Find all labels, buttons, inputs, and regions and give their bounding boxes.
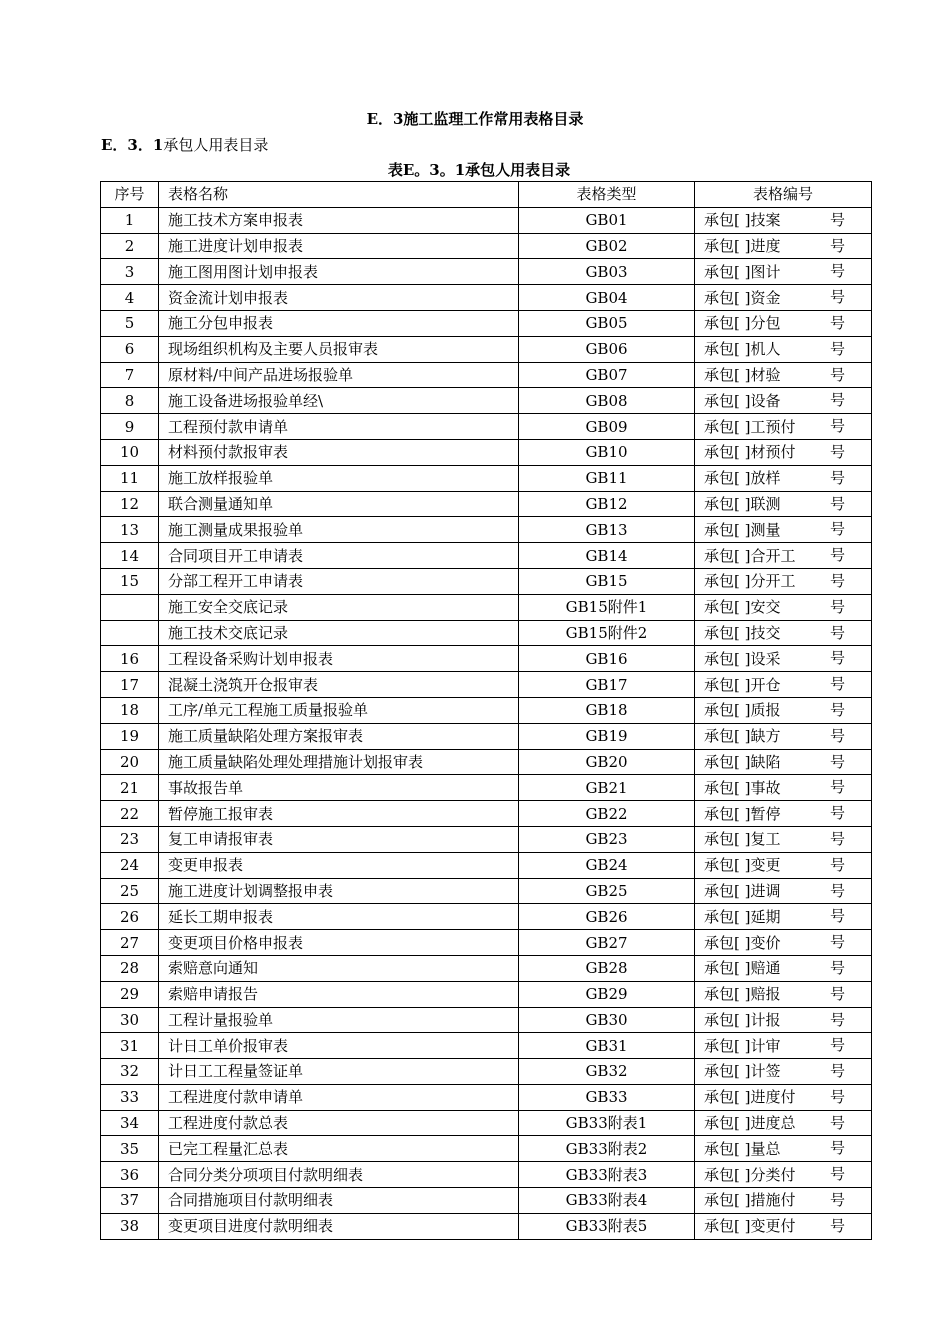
row-number: 3	[101, 259, 159, 285]
form-name: 工程计量报验单	[159, 1007, 519, 1033]
table-row	[101, 904, 872, 930]
form-code-suffix: 号	[829, 468, 845, 487]
table-row	[101, 439, 872, 465]
form-type: GB15附件2	[519, 620, 695, 646]
form-name: 索赔意向通知	[159, 955, 519, 981]
form-type: GB20	[519, 749, 695, 775]
form-code	[695, 594, 872, 620]
form-code	[695, 233, 872, 259]
form-code-prefix: 承包[ ]量总	[704, 1139, 781, 1158]
form-name: 材料预付款报审表	[159, 439, 519, 465]
form-code	[695, 1059, 872, 1085]
form-code-suffix: 号	[829, 752, 845, 771]
form-name: 施工技术交底记录	[159, 620, 519, 646]
form-code-suffix: 号	[829, 571, 845, 590]
form-name: 原材料/中间产品进场报验单	[159, 362, 519, 388]
form-type: GB03	[519, 259, 695, 285]
form-code	[695, 388, 872, 414]
form-code-suffix: 号	[829, 907, 845, 926]
form-code-suffix: 号	[829, 210, 845, 229]
row-number: 34	[101, 1110, 159, 1136]
row-number: 20	[101, 749, 159, 775]
form-name: 复工申请报审表	[159, 826, 519, 852]
form-code-suffix: 号	[829, 391, 845, 410]
table-row	[101, 568, 872, 594]
form-name: 合同项目开工申请表	[159, 543, 519, 569]
form-name: 施工设备进场报验单经\	[159, 388, 519, 414]
form-name: 施工分包申报表	[159, 310, 519, 336]
form-code	[695, 904, 872, 930]
row-number: 9	[101, 414, 159, 440]
row-number: 21	[101, 775, 159, 801]
column-header-name: 表格名称	[159, 182, 519, 208]
form-code-prefix: 承包[ ]计报	[704, 1010, 781, 1029]
form-code-prefix: 承包[ ]延期	[704, 907, 781, 926]
form-code-prefix: 承包[ ]进度付	[704, 1088, 796, 1107]
table-row	[101, 388, 872, 414]
table-row	[101, 801, 872, 827]
form-type: GB17	[519, 672, 695, 698]
row-number: 8	[101, 388, 159, 414]
row-number: 5	[101, 310, 159, 336]
section-heading	[101, 134, 268, 155]
form-code	[695, 723, 872, 749]
row-number: 33	[101, 1084, 159, 1110]
table-row	[101, 491, 872, 517]
table-row	[101, 465, 872, 491]
form-type: GB29	[519, 981, 695, 1007]
form-code-prefix: 承包[ ]工预付	[704, 417, 796, 436]
form-code-suffix: 号	[829, 262, 845, 281]
form-code-suffix: 号	[829, 1216, 845, 1235]
form-type: GB23	[519, 826, 695, 852]
form-code	[695, 826, 872, 852]
form-code-prefix: 承包[ ]图计	[704, 262, 781, 281]
row-number: 36	[101, 1162, 159, 1188]
form-code-prefix: 承包[ ]计审	[704, 1036, 781, 1055]
table-row	[101, 1136, 872, 1162]
form-name: 施工技术方案申报表	[159, 207, 519, 233]
form-code-prefix: 承包[ ]变更付	[704, 1217, 796, 1236]
form-code-prefix: 承包[ ]设备	[704, 391, 781, 410]
table-row	[101, 414, 872, 440]
form-type: GB07	[519, 362, 695, 388]
form-code-suffix: 号	[829, 597, 845, 616]
form-code-suffix: 号	[829, 546, 845, 565]
form-type: GB13	[519, 517, 695, 543]
table-row	[101, 285, 872, 311]
form-type: GB24	[519, 852, 695, 878]
form-code	[695, 852, 872, 878]
form-code-suffix: 号	[829, 288, 845, 307]
form-code-suffix: 号	[829, 675, 845, 694]
form-type: GB32	[519, 1059, 695, 1085]
form-type: GB01	[519, 207, 695, 233]
form-name: 合同分类分项项目付款明细表	[159, 1162, 519, 1188]
form-code-prefix: 承包[ ]机人	[704, 340, 781, 359]
form-code-prefix: 承包[ ]进调	[704, 881, 781, 900]
table-row	[101, 955, 872, 981]
form-code-prefix: 承包[ ]赔通	[704, 959, 781, 978]
form-code-suffix: 号	[829, 236, 845, 255]
form-code	[695, 620, 872, 646]
form-code-suffix: 号	[829, 1165, 845, 1184]
form-code-suffix: 号	[829, 442, 845, 461]
form-code	[695, 439, 872, 465]
form-type: GB33	[519, 1084, 695, 1110]
row-number: 32	[101, 1059, 159, 1085]
table-row	[101, 517, 872, 543]
form-type: GB14	[519, 543, 695, 569]
table-row	[101, 852, 872, 878]
row-number: 35	[101, 1136, 159, 1162]
row-number: 13	[101, 517, 159, 543]
row-number: 16	[101, 646, 159, 672]
form-code-prefix: 承包[ ]变更	[704, 856, 781, 875]
form-name: 施工质量缺陷处理处理措施计划报审表	[159, 749, 519, 775]
form-code	[695, 310, 872, 336]
table-row	[101, 259, 872, 285]
form-type: GB10	[519, 439, 695, 465]
form-code-suffix: 号	[829, 494, 845, 513]
form-type: GB33附表5	[519, 1213, 695, 1239]
row-number	[101, 594, 159, 620]
form-code-prefix: 承包[ ]联测	[704, 494, 781, 513]
form-name: 施工进度计划申报表	[159, 233, 519, 259]
row-number: 26	[101, 904, 159, 930]
section-title: 承包人用表目录	[163, 136, 269, 154]
column-header-code: 表格编号	[695, 182, 872, 208]
table-row	[101, 336, 872, 362]
form-type: GB21	[519, 775, 695, 801]
form-name: 索赔申请报告	[159, 981, 519, 1007]
table-row	[101, 310, 872, 336]
form-type: GB26	[519, 904, 695, 930]
table-row	[101, 1213, 872, 1239]
form-type: GB33附表3	[519, 1162, 695, 1188]
form-code	[695, 1007, 872, 1033]
form-code	[695, 285, 872, 311]
form-code-suffix: 号	[829, 1191, 845, 1210]
form-code-suffix: 号	[829, 804, 845, 823]
row-number: 37	[101, 1188, 159, 1214]
table-row	[101, 826, 872, 852]
table-row	[101, 620, 872, 646]
row-number: 14	[101, 543, 159, 569]
row-number: 19	[101, 723, 159, 749]
table-row	[101, 775, 872, 801]
form-name: 分部工程开工申请表	[159, 568, 519, 594]
form-code	[695, 568, 872, 594]
row-number: 30	[101, 1007, 159, 1033]
form-type: GB11	[519, 465, 695, 491]
form-code-prefix: 承包[ ]放样	[704, 469, 781, 488]
form-code	[695, 981, 872, 1007]
form-type: GB15附件1	[519, 594, 695, 620]
section-number: E．3．1	[101, 136, 164, 154]
form-code-suffix: 号	[829, 417, 845, 436]
form-code	[695, 1162, 872, 1188]
form-code-suffix: 号	[829, 933, 845, 952]
form-code-suffix: 号	[829, 623, 845, 642]
form-type: GB06	[519, 336, 695, 362]
form-type: GB09	[519, 414, 695, 440]
form-code-suffix: 号	[829, 313, 845, 332]
table-row	[101, 543, 872, 569]
row-number: 24	[101, 852, 159, 878]
form-name: 工程进度付款申请单	[159, 1084, 519, 1110]
form-code-prefix: 承包[ ]开仓	[704, 675, 781, 694]
table-row	[101, 362, 872, 388]
form-code-prefix: 承包[ ]复工	[704, 830, 781, 849]
form-code-prefix: 承包[ ]设采	[704, 649, 781, 668]
form-code	[695, 259, 872, 285]
row-number: 1	[101, 207, 159, 233]
form-code	[695, 1110, 872, 1136]
form-code	[695, 930, 872, 956]
form-code-prefix: 承包[ ]质报	[704, 701, 781, 720]
form-code-prefix: 承包[ ]分开工	[704, 572, 796, 591]
form-name: 工程进度付款总表	[159, 1110, 519, 1136]
form-code-prefix: 承包[ ]计签	[704, 1062, 781, 1081]
table-row	[101, 646, 872, 672]
form-type: GB19	[519, 723, 695, 749]
form-code	[695, 517, 872, 543]
form-name: 工程设备采购计划申报表	[159, 646, 519, 672]
form-code-suffix: 号	[829, 984, 845, 1003]
form-code-prefix: 承包[ ]分包	[704, 314, 781, 333]
row-number: 28	[101, 955, 159, 981]
form-code	[695, 801, 872, 827]
table-row	[101, 1110, 872, 1136]
form-code	[695, 1213, 872, 1239]
table-row	[101, 1162, 872, 1188]
form-code-prefix: 承包[ ]安交	[704, 598, 781, 617]
form-code	[695, 749, 872, 775]
form-code-prefix: 承包[ ]合开工	[704, 546, 796, 565]
form-code-suffix: 号	[829, 1139, 845, 1158]
row-number: 17	[101, 672, 159, 698]
table-caption: 表E。3。1承包人用表目录	[387, 161, 571, 179]
form-name: 变更项目进度付款明细表	[159, 1213, 519, 1239]
form-name: 混凝土浇筑开仓报审表	[159, 672, 519, 698]
form-code-suffix: 号	[829, 855, 845, 874]
table-row	[101, 672, 872, 698]
table-row	[101, 233, 872, 259]
form-code-suffix: 号	[829, 339, 845, 358]
form-code-prefix: 承包[ ]变价	[704, 933, 781, 952]
form-code-prefix: 承包[ ]分类付	[704, 1165, 796, 1184]
row-number: 31	[101, 1033, 159, 1059]
form-type: GB02	[519, 233, 695, 259]
form-code-suffix: 号	[829, 829, 845, 848]
row-number: 7	[101, 362, 159, 388]
form-code-prefix: 承包[ ]暂停	[704, 804, 781, 823]
form-type: GB33附表4	[519, 1188, 695, 1214]
form-code	[695, 878, 872, 904]
form-type: GB33附表1	[519, 1110, 695, 1136]
form-type: GB08	[519, 388, 695, 414]
row-number	[101, 620, 159, 646]
form-code-prefix: 承包[ ]进度	[704, 236, 781, 255]
table-row	[101, 981, 872, 1007]
form-name: 施工放样报验单	[159, 465, 519, 491]
form-code-suffix: 号	[829, 881, 845, 900]
form-code	[695, 465, 872, 491]
form-code-prefix: 承包[ ]赔报	[704, 985, 781, 1004]
form-name: 合同措施项目付款明细表	[159, 1188, 519, 1214]
row-number: 27	[101, 930, 159, 956]
form-code-suffix: 号	[829, 726, 845, 745]
form-type: GB12	[519, 491, 695, 517]
form-type: GB04	[519, 285, 695, 311]
form-code	[695, 491, 872, 517]
form-type: GB27	[519, 930, 695, 956]
form-name: 延长工期申报表	[159, 904, 519, 930]
column-header-no: 序号	[101, 182, 159, 208]
row-number: 4	[101, 285, 159, 311]
form-name: 施工测量成果报验单	[159, 517, 519, 543]
table-row	[101, 1084, 872, 1110]
form-code-prefix: 承包[ ]事故	[704, 778, 781, 797]
form-name: 联合测量通知单	[159, 491, 519, 517]
form-code-suffix: 号	[829, 1036, 845, 1055]
form-code-suffix: 号	[829, 778, 845, 797]
form-name: 施工图用图计划申报表	[159, 259, 519, 285]
form-code-suffix: 号	[829, 1062, 845, 1081]
form-name: 暂停施工报审表	[159, 801, 519, 827]
form-name: 工程预付款申请单	[159, 414, 519, 440]
table-row	[101, 723, 872, 749]
form-type: GB15	[519, 568, 695, 594]
form-code	[695, 672, 872, 698]
form-code-prefix: 承包[ ]材验	[704, 365, 781, 384]
form-code	[695, 362, 872, 388]
form-code	[695, 414, 872, 440]
row-number: 38	[101, 1213, 159, 1239]
form-code-suffix: 号	[829, 1113, 845, 1132]
form-name: 施工质量缺陷处理方案报审表	[159, 723, 519, 749]
form-code	[695, 697, 872, 723]
form-name: 变更申报表	[159, 852, 519, 878]
form-code-suffix: 号	[829, 1087, 845, 1106]
form-code	[695, 543, 872, 569]
form-code	[695, 1188, 872, 1214]
form-type: GB28	[519, 955, 695, 981]
form-code-suffix: 号	[829, 1010, 845, 1029]
form-code-prefix: 承包[ ]缺陷	[704, 752, 781, 771]
form-code	[695, 1033, 872, 1059]
form-name: 施工进度计划调整报申表	[159, 878, 519, 904]
form-type: GB22	[519, 801, 695, 827]
form-code	[695, 775, 872, 801]
form-name: 工序/单元工程施工质量报验单	[159, 697, 519, 723]
table-row	[101, 1033, 872, 1059]
form-type: GB31	[519, 1033, 695, 1059]
table-header-row	[101, 182, 872, 208]
form-name: 计日工工程量签证单	[159, 1059, 519, 1085]
row-number: 22	[101, 801, 159, 827]
form-type: GB30	[519, 1007, 695, 1033]
form-code-suffix: 号	[829, 958, 845, 977]
row-number: 18	[101, 697, 159, 723]
row-number: 12	[101, 491, 159, 517]
column-header-type: 表格类型	[519, 182, 695, 208]
form-name: 资金流计划申报表	[159, 285, 519, 311]
form-code-suffix: 号	[829, 649, 845, 668]
form-name: 计日工单价报审表	[159, 1033, 519, 1059]
form-name: 变更项目价格申报表	[159, 930, 519, 956]
form-code	[695, 1084, 872, 1110]
form-code-prefix: 承包[ ]技案	[704, 211, 781, 230]
row-number: 11	[101, 465, 159, 491]
form-name: 施工安全交底记录	[159, 594, 519, 620]
form-type: GB33附表2	[519, 1136, 695, 1162]
form-type: GB18	[519, 697, 695, 723]
form-catalog-table	[100, 181, 872, 1240]
table-row	[101, 930, 872, 956]
row-number: 6	[101, 336, 159, 362]
table-row	[101, 594, 872, 620]
form-code	[695, 1136, 872, 1162]
row-number: 29	[101, 981, 159, 1007]
row-number: 25	[101, 878, 159, 904]
form-code-prefix: 承包[ ]材预付	[704, 443, 796, 462]
form-code	[695, 336, 872, 362]
table-row	[101, 749, 872, 775]
form-name: 现场组织机构及主要人员报审表	[159, 336, 519, 362]
form-code-suffix: 号	[829, 520, 845, 539]
form-type: GB16	[519, 646, 695, 672]
form-name: 事故报告单	[159, 775, 519, 801]
row-number: 23	[101, 826, 159, 852]
form-code-suffix: 号	[829, 700, 845, 719]
form-code-prefix: 承包[ ]缺方	[704, 727, 781, 746]
table-row	[101, 1059, 872, 1085]
form-type: GB25	[519, 878, 695, 904]
row-number: 2	[101, 233, 159, 259]
form-type: GB05	[519, 310, 695, 336]
table-row	[101, 207, 872, 233]
row-number: 15	[101, 568, 159, 594]
form-code	[695, 955, 872, 981]
form-code-suffix: 号	[829, 365, 845, 384]
page-title: E．3施工监理工作常用表格目录	[366, 110, 584, 128]
table-row	[101, 1007, 872, 1033]
form-code-prefix: 承包[ ]资金	[704, 288, 781, 307]
form-name: 已完工程量汇总表	[159, 1136, 519, 1162]
row-number: 10	[101, 439, 159, 465]
form-code-prefix: 承包[ ]技交	[704, 623, 781, 642]
form-code	[695, 646, 872, 672]
table-row	[101, 878, 872, 904]
table-row	[101, 697, 872, 723]
form-code	[695, 207, 872, 233]
table-row	[101, 1188, 872, 1214]
form-code-prefix: 承包[ ]进度总	[704, 1114, 796, 1133]
form-code-prefix: 承包[ ]测量	[704, 520, 781, 539]
form-code-prefix: 承包[ ]措施付	[704, 1191, 796, 1210]
